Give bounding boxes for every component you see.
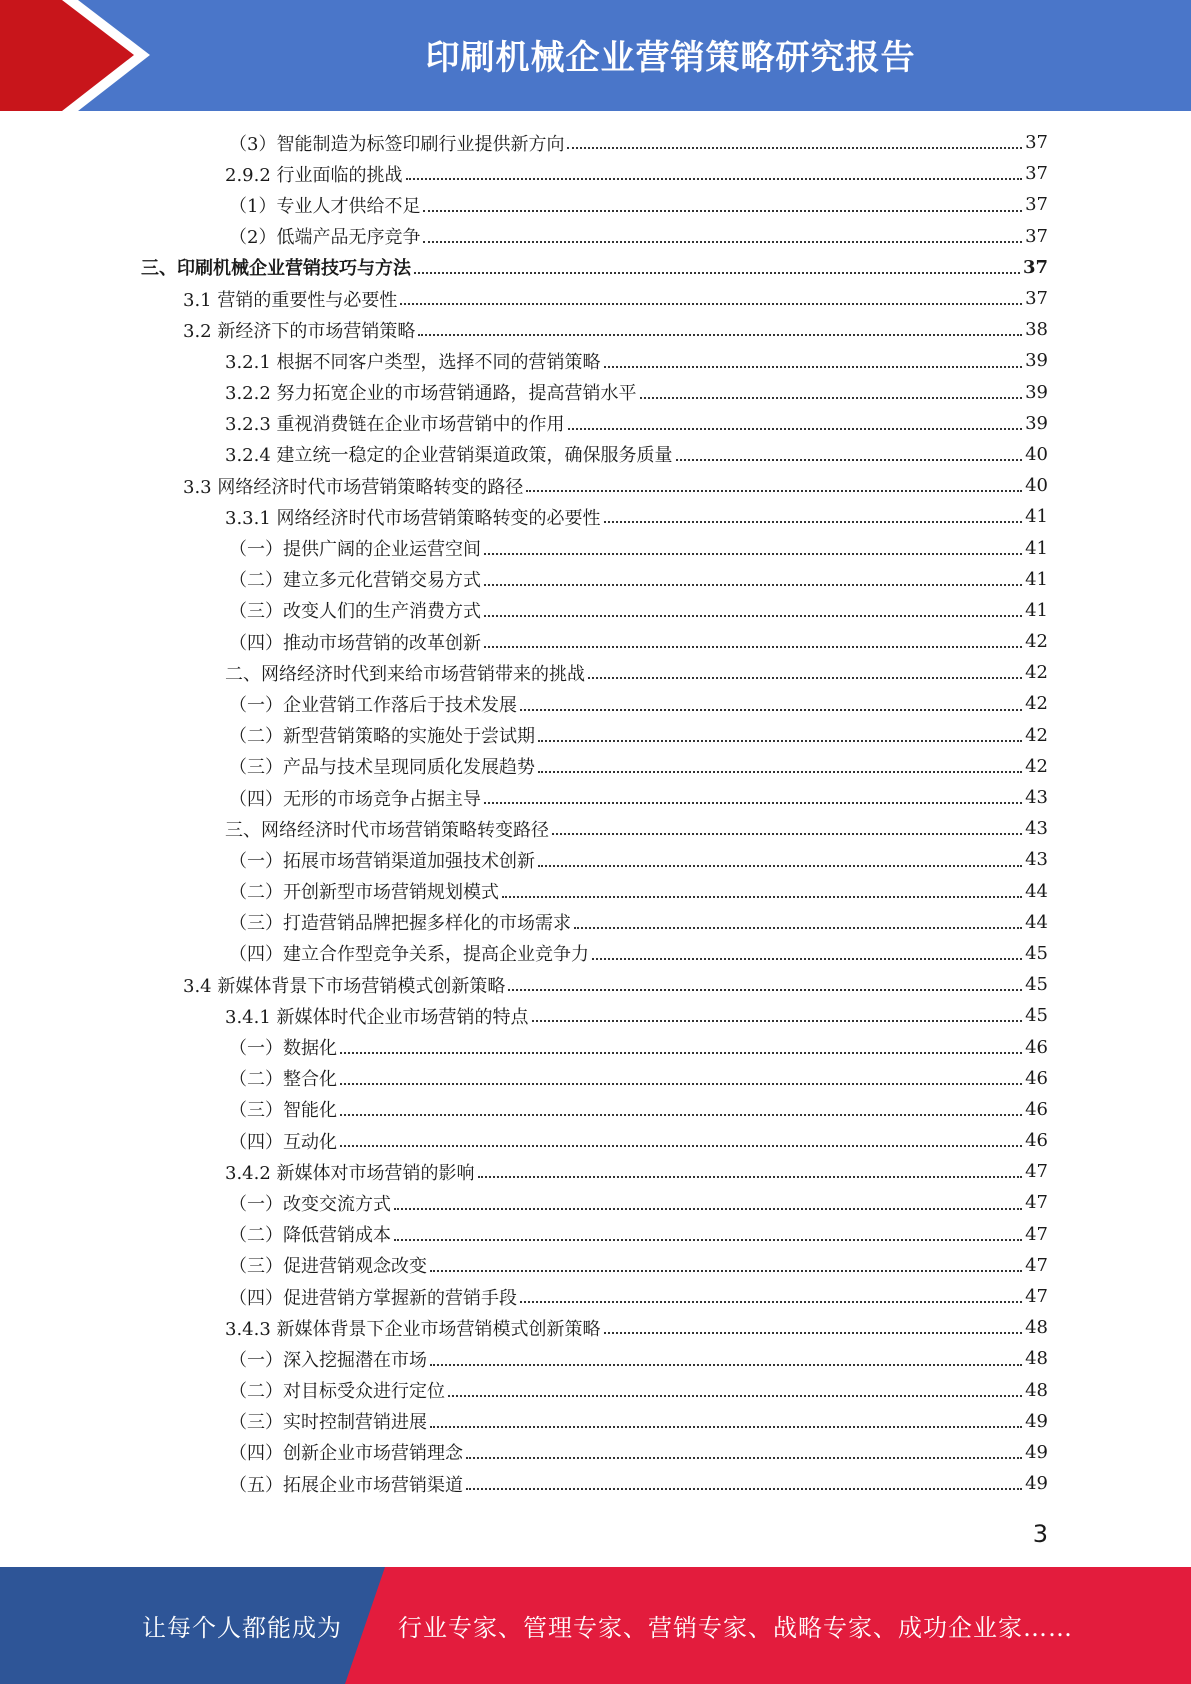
- toc-dot-leader: [538, 770, 1022, 773]
- toc-entry[interactable]: [0, 189, 1191, 220]
- toc-entry-page: 38: [1025, 319, 1048, 341]
- toc-entry[interactable]: [0, 470, 1191, 501]
- toc-entry[interactable]: [0, 1281, 1191, 1312]
- toc-entry[interactable]: [0, 221, 1191, 252]
- toc-entry-page: 45: [1025, 942, 1048, 964]
- toc-entry-title: 3.3 网络经济时代市场营销策略转变的路径: [183, 476, 524, 498]
- toc-entry-title: （三）智能化: [229, 1100, 337, 1122]
- toc-dot-leader: [484, 552, 1022, 555]
- toc-entry-page: 41: [1025, 599, 1048, 621]
- toc-entry-title: （二）整合化: [229, 1069, 337, 1091]
- toc-entry-title: （一）提供广阔的企业运营空间: [229, 539, 481, 561]
- toc-entry-page: 49: [1025, 1441, 1048, 1463]
- toc-entry[interactable]: [0, 1000, 1191, 1031]
- toc-entry[interactable]: [0, 1125, 1191, 1156]
- toc-dot-leader: [418, 333, 1022, 336]
- toc-entry-title: （2）低端产品无序竞争: [229, 227, 421, 249]
- toc-dot-leader: [466, 1487, 1022, 1490]
- toc-entry[interactable]: [0, 751, 1191, 782]
- toc-entry[interactable]: [0, 158, 1191, 189]
- toc-entry-page: 44: [1025, 880, 1048, 902]
- toc-entry-page: 37: [1025, 163, 1048, 185]
- toc-entry-title: （1）专业人才供给不足: [229, 195, 421, 217]
- toc-entry-page: 40: [1025, 443, 1048, 465]
- toc-entry-title: （三）改变人们的生产消费方式: [229, 601, 481, 623]
- toc-entry-page: 45: [1025, 1005, 1048, 1027]
- toc-dot-leader: [574, 926, 1022, 929]
- toc-entry[interactable]: [0, 127, 1191, 158]
- toc-entry[interactable]: [0, 657, 1191, 688]
- toc-dot-leader: [394, 1207, 1022, 1210]
- toc-dot-leader: [423, 240, 1022, 243]
- toc-entry-page: 48: [1025, 1379, 1048, 1401]
- toc-dot-leader: [538, 739, 1022, 742]
- toc-entry-title: （四）建立合作型竞争关系，提高企业竞争力: [229, 944, 589, 966]
- toc-entry-title: 3.4.2 新媒体对市场营销的影响: [225, 1162, 475, 1184]
- toc-entry-page: 48: [1025, 1348, 1048, 1370]
- toc-dot-leader: [484, 801, 1022, 804]
- toc-entry[interactable]: [0, 1031, 1191, 1062]
- toc-dot-leader: [394, 1238, 1022, 1241]
- toc-entry-page: 42: [1025, 662, 1048, 684]
- toc-entry[interactable]: [0, 595, 1191, 626]
- toc-entry[interactable]: [0, 907, 1191, 938]
- toc-entry-title: （四）无形的市场竞争占据主导: [229, 788, 481, 810]
- toc-dot-leader: [568, 427, 1023, 430]
- toc-entry[interactable]: [0, 1437, 1191, 1468]
- toc-entry-page: 43: [1025, 818, 1048, 840]
- page-footer: [0, 1567, 1191, 1684]
- footer-slogan-left: 让每个人都能成为: [142, 1614, 342, 1642]
- toc-entry-title: （三）促进营销观念改变: [229, 1256, 427, 1278]
- toc-dot-leader: [484, 645, 1022, 648]
- toc-entry[interactable]: [0, 1250, 1191, 1281]
- toc-dot-leader: [526, 489, 1022, 492]
- toc-entry[interactable]: [0, 844, 1191, 875]
- toc-entry-page: 43: [1025, 849, 1048, 871]
- toc-entry-page: 46: [1025, 1130, 1048, 1152]
- toc-entry[interactable]: [0, 345, 1191, 376]
- toc-entry-page: 42: [1025, 724, 1048, 746]
- toc-entry-page: 46: [1025, 1067, 1048, 1089]
- toc-dot-leader: [502, 895, 1022, 898]
- footer-slogan-right: 行业专家、管理专家、营销专家、战略专家、成功企业家……: [398, 1614, 1073, 1642]
- toc-entry-page: 47: [1025, 1161, 1048, 1183]
- toc-entry[interactable]: [0, 720, 1191, 751]
- toc-entry-title: 3.2.1 根据不同客户类型，选择不同的营销策略: [225, 351, 601, 373]
- toc-entry[interactable]: [0, 408, 1191, 439]
- toc-entry-title: 3.2.4 建立统一稳定的企业营销渠道政策，确保服务质量: [225, 445, 673, 467]
- toc-entry[interactable]: [0, 1406, 1191, 1437]
- toc-dot-leader: [532, 1019, 1023, 1022]
- toc-entry[interactable]: [0, 501, 1191, 532]
- toc-dot-leader: [400, 302, 1022, 305]
- toc-dot-leader: [340, 1051, 1022, 1054]
- toc-entry[interactable]: [0, 1468, 1191, 1499]
- toc-dot-leader: [604, 520, 1023, 523]
- toc-dot-leader: [604, 365, 1023, 368]
- toc-entry-title: 三、印刷机械企业营销技巧与方法: [141, 258, 411, 280]
- toc-entry-page: 43: [1025, 787, 1048, 809]
- toc-entry[interactable]: [0, 1156, 1191, 1187]
- toc-entry[interactable]: [0, 876, 1191, 907]
- toc-dot-leader: [592, 957, 1022, 960]
- toc-entry-title: （四）互动化: [229, 1131, 337, 1153]
- toc-dot-leader: [484, 583, 1022, 586]
- toc-entry-title: （一）深入挖掘潜在市场: [229, 1349, 427, 1371]
- toc-entry-title: （三）产品与技术呈现同质化发展趋势: [229, 757, 535, 779]
- toc-entry-title: 3.4.3 新媒体背景下企业市场营销模式创新策略: [225, 1318, 601, 1340]
- toc-dot-leader: [567, 146, 1022, 149]
- toc-entry-title: （二）对目标受众进行定位: [229, 1381, 445, 1403]
- page-header: [0, 0, 1191, 111]
- toc-entry-title: 2.9.2 行业面临的挑战: [225, 164, 403, 186]
- toc-dot-leader: [430, 1425, 1022, 1428]
- toc-entry[interactable]: [0, 938, 1191, 969]
- toc-dot-leader: [552, 832, 1022, 835]
- toc-dot-leader: [466, 1456, 1022, 1459]
- toc-entry-title: （二）新型营销策略的实施处于尝试期: [229, 726, 535, 748]
- toc-dot-leader: [538, 864, 1022, 867]
- toc-entry-title: 3.4 新媒体背景下市场营销模式创新策略: [183, 975, 506, 997]
- toc-entry[interactable]: [0, 813, 1191, 844]
- toc-entry-title: （四）推动市场营销的改革创新: [229, 632, 481, 654]
- toc-entry-title: （一）数据化: [229, 1038, 337, 1060]
- toc-dot-leader: [340, 1144, 1022, 1147]
- toc-dot-leader: [430, 1363, 1022, 1366]
- toc-dot-leader: [478, 1175, 1023, 1178]
- table-of-contents: [0, 127, 1191, 1499]
- toc-entry-title: 3.2.2 努力拓宽企业的市场营销通路，提高营销水平: [225, 383, 637, 405]
- toc-entry-page: 37: [1025, 194, 1048, 216]
- toc-entry-title: （四）创新企业市场营销理念: [229, 1443, 463, 1465]
- toc-entry-title: （三）实时控制营销进展: [229, 1412, 427, 1434]
- toc-entry-page: 41: [1025, 537, 1048, 559]
- toc-dot-leader: [414, 271, 1020, 274]
- toc-entry-page: 39: [1025, 350, 1048, 372]
- toc-entry[interactable]: [0, 688, 1191, 719]
- toc-entry-page: 39: [1025, 412, 1048, 434]
- page-number: 3: [1032, 1520, 1048, 1548]
- toc-entry[interactable]: [0, 564, 1191, 595]
- toc-entry-page: 47: [1025, 1254, 1048, 1276]
- toc-entry-page: 42: [1025, 693, 1048, 715]
- toc-dot-leader: [423, 209, 1022, 212]
- toc-entry[interactable]: [0, 1063, 1191, 1094]
- toc-entry[interactable]: [0, 1219, 1191, 1250]
- toc-entry-title: 3.2.3 重视消费链在企业市场营销中的作用: [225, 414, 565, 436]
- toc-entry-page: 48: [1025, 1317, 1048, 1339]
- toc-entry-title: （三）打造营销品牌把握多样化的市场需求: [229, 913, 571, 935]
- toc-entry-page: 37: [1025, 225, 1048, 247]
- toc-entry[interactable]: [0, 314, 1191, 345]
- toc-entry-page: 47: [1025, 1286, 1048, 1308]
- toc-entry-title: （二）开创新型市场营销规划模式: [229, 882, 499, 904]
- toc-entry-page: 44: [1025, 911, 1048, 933]
- toc-dot-leader: [340, 1113, 1022, 1116]
- toc-entry-page: 47: [1025, 1192, 1048, 1214]
- toc-entry[interactable]: [0, 532, 1191, 563]
- toc-entry-page: 41: [1025, 506, 1048, 528]
- toc-entry-title: （一）拓展市场营销渠道加强技术创新: [229, 850, 535, 872]
- toc-entry[interactable]: [0, 283, 1191, 314]
- toc-entry-title: 3.2 新经济下的市场营销策略: [183, 320, 416, 342]
- toc-entry-title: 3.3.1 网络经济时代市场营销策略转变的必要性: [225, 507, 601, 529]
- toc-entry[interactable]: [0, 252, 1191, 283]
- toc-entry[interactable]: [0, 782, 1191, 813]
- toc-entry-page: 41: [1025, 568, 1048, 590]
- toc-entry-page: 46: [1025, 1036, 1048, 1058]
- toc-dot-leader: [340, 1082, 1022, 1085]
- toc-entry-page: 49: [1025, 1410, 1048, 1432]
- toc-entry-page: 46: [1025, 1098, 1048, 1120]
- toc-entry-title: （一）企业营销工作落后于技术发展: [229, 694, 517, 716]
- toc-entry-page: 39: [1025, 381, 1048, 403]
- toc-entry-title: 二、网络经济时代到来给市场营销带来的挑战: [225, 663, 585, 685]
- toc-dot-leader: [640, 396, 1023, 399]
- toc-dot-leader: [588, 676, 1022, 679]
- toc-entry[interactable]: [0, 1343, 1191, 1374]
- toc-dot-leader: [406, 177, 1023, 180]
- toc-entry[interactable]: [0, 969, 1191, 1000]
- toc-entry-page: 42: [1025, 631, 1048, 653]
- toc-entry-title: （3）智能制造为标签印刷行业提供新方向: [229, 133, 565, 155]
- toc-entry[interactable]: [0, 1312, 1191, 1343]
- report-title: 印刷机械企业营销策略研究报告: [425, 37, 916, 78]
- toc-entry[interactable]: [0, 1375, 1191, 1406]
- toc-entry-title: （五）拓展企业市场营销渠道: [229, 1474, 463, 1496]
- toc-entry-page: 49: [1025, 1473, 1048, 1495]
- toc-dot-leader: [520, 708, 1022, 711]
- toc-entry-page: 47: [1025, 1223, 1048, 1245]
- toc-entry[interactable]: [0, 626, 1191, 657]
- toc-entry-title: （二）降低营销成本: [229, 1225, 391, 1247]
- toc-entry-title: 三、网络经济时代市场营销策略转变路径: [225, 819, 549, 841]
- toc-entry-title: （四）促进营销方掌握新的营销手段: [229, 1287, 517, 1309]
- toc-entry-page: 40: [1025, 475, 1048, 497]
- toc-entry-title: （二）建立多元化营销交易方式: [229, 570, 481, 592]
- toc-entry[interactable]: [0, 1187, 1191, 1218]
- toc-entry-page: 37: [1025, 132, 1048, 154]
- toc-entry-title: （一）改变交流方式: [229, 1193, 391, 1215]
- toc-entry-page: 37: [1025, 288, 1048, 310]
- toc-entry[interactable]: [0, 439, 1191, 470]
- toc-entry-page: 37: [1022, 256, 1048, 278]
- toc-dot-leader: [430, 1269, 1022, 1272]
- toc-dot-leader: [448, 1394, 1022, 1397]
- toc-dot-leader: [508, 988, 1022, 991]
- chevron-logo-icon: [0, 0, 160, 111]
- toc-dot-leader: [520, 1300, 1022, 1303]
- toc-entry-title: 3.4.1 新媒体时代企业市场营销的特点: [225, 1006, 529, 1028]
- toc-entry-title: 3.1 营销的重要性与必要性: [183, 289, 398, 311]
- toc-entry-page: 45: [1025, 974, 1048, 996]
- toc-dot-leader: [484, 614, 1022, 617]
- toc-dot-leader: [676, 458, 1023, 461]
- toc-dot-leader: [604, 1331, 1023, 1334]
- toc-entry[interactable]: [0, 377, 1191, 408]
- toc-entry-page: 42: [1025, 755, 1048, 777]
- toc-entry[interactable]: [0, 1094, 1191, 1125]
